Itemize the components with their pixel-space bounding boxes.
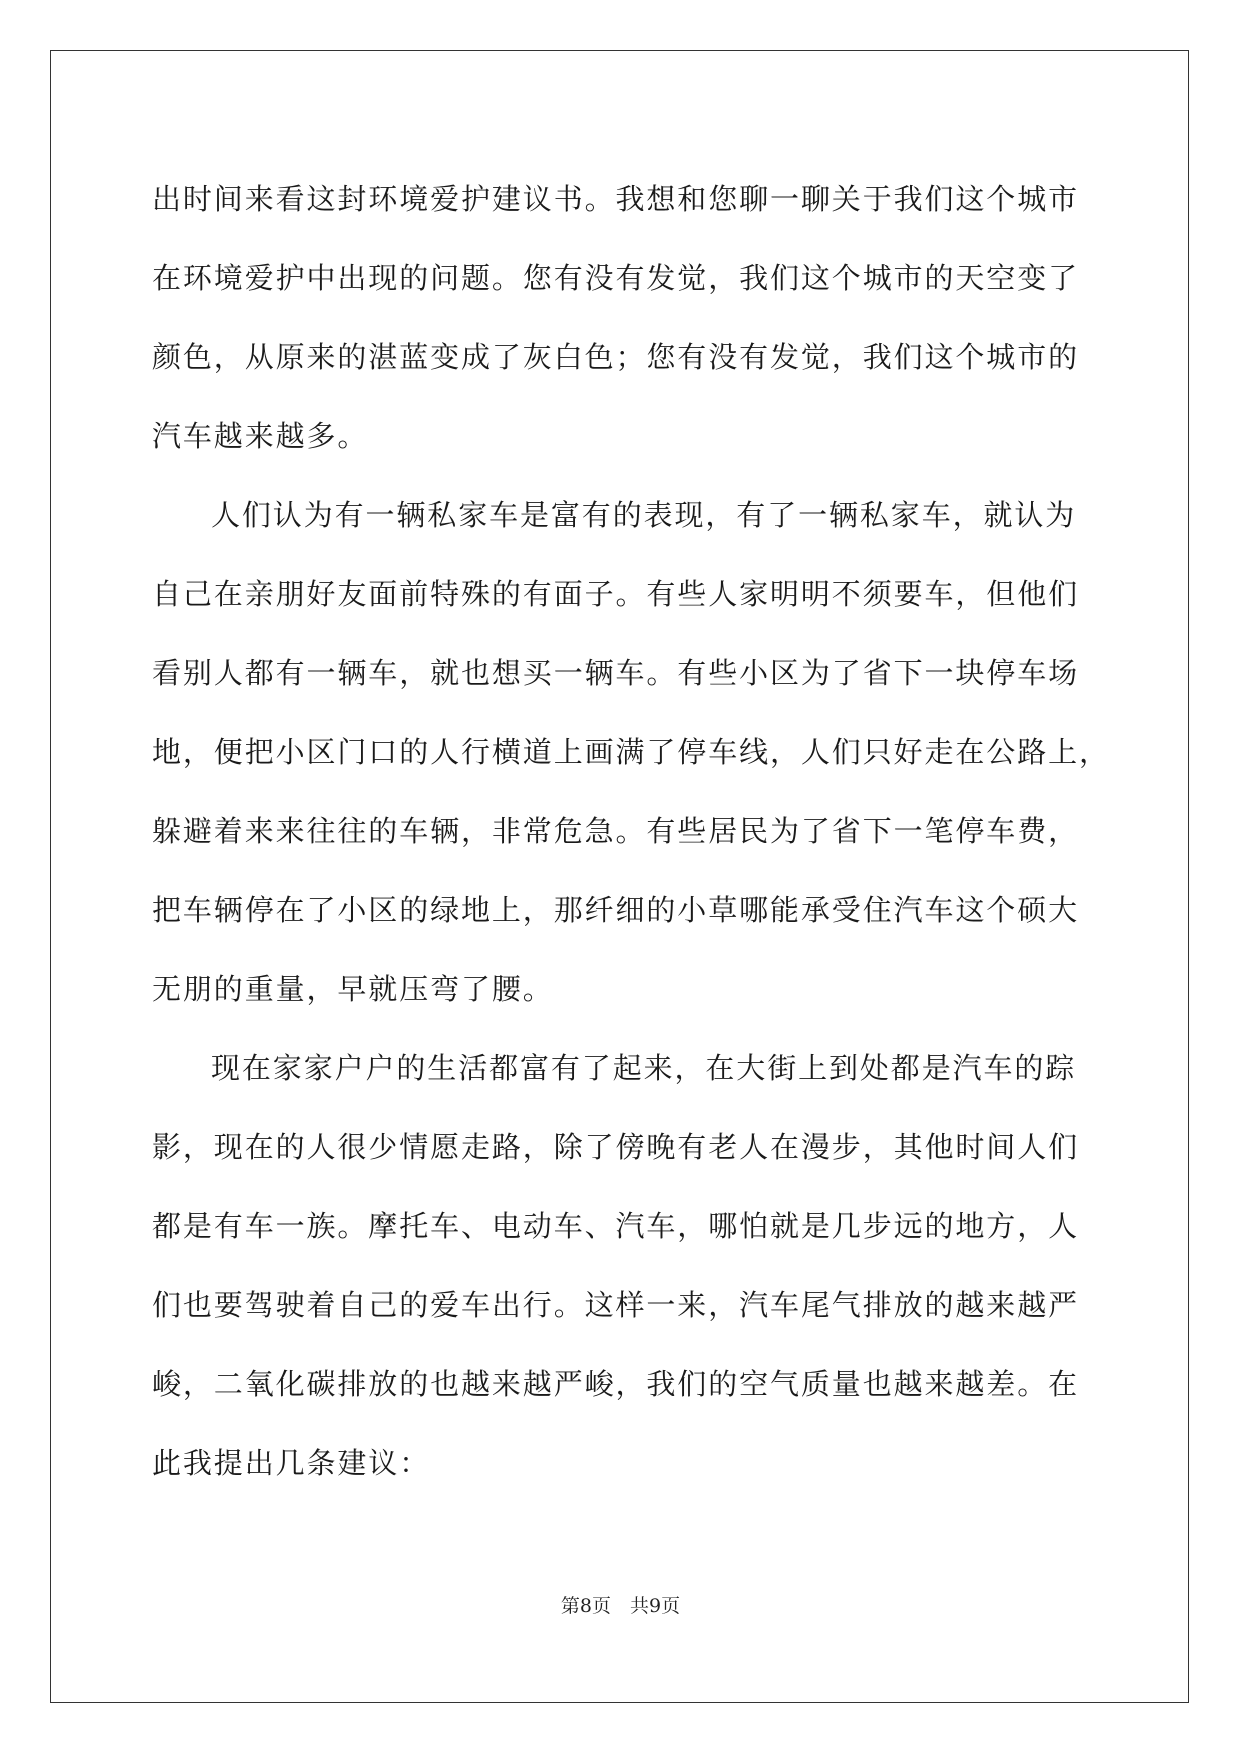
text-line: 颜色，从原来的湛蓝变成了灰白色；您有没有发觉，我们这个城市的 [152, 340, 1080, 374]
text-line: 地，便把小区门口的人行横道上画满了停车线，人们只好走在公路上， [152, 735, 1110, 769]
text-line: 自己在亲朋好友面前特殊的有面子。有些人家明明不须要车，但他们 [152, 577, 1080, 611]
text-line: 都是有车一族。摩托车、电动车、汽车，哪怕就是几步远的地方，人 [152, 1209, 1080, 1243]
text-line: 看别人都有一辆车，就也想买一辆车。有些小区为了省下一块停车场 [152, 656, 1080, 690]
document-body [152, 160, 1110, 1503]
text-line: 躲避着来来往往的车辆，非常危急。有些居民为了省下一笔停车费， [152, 814, 1080, 848]
text-line: 峻，二氧化碳排放的也越来越严峻，我们的空气质量也越来越差。在 [152, 1367, 1080, 1401]
text-line: 把车辆停在了小区的绿地上，那纤细的小草哪能承受住汽车这个硕大 [152, 893, 1080, 927]
text-line: 此我提出几条建议： [152, 1446, 431, 1480]
text-line: 汽车越来越多。 [152, 419, 369, 453]
text-line: 们也要驾驶着自己的爱车出行。这样一来，汽车尾气排放的越来越严 [152, 1288, 1080, 1322]
text-line: 人们认为有一辆私家车是富有的表现，有了一辆私家车，就认为 [211, 498, 1077, 532]
text-line: 影，现在的人很少情愿走路，除了傍晚有老人在漫步，其他时间人们 [152, 1130, 1080, 1164]
text-line: 现在家家户户的生活都富有了起来，在大街上到处都是汽车的踪 [211, 1051, 1077, 1085]
text-line: 出时间来看这封环境爱护建议书。我想和您聊一聊关于我们这个城市 [152, 182, 1080, 216]
text-line: 在环境爱护中出现的问题。您有没有发觉，我们这个城市的天空变了 [152, 261, 1080, 295]
text-line: 无朋的重量，早就压弯了腰。 [152, 972, 554, 1006]
page-number-footer: 第8页 共9页 [560, 1595, 681, 1617]
